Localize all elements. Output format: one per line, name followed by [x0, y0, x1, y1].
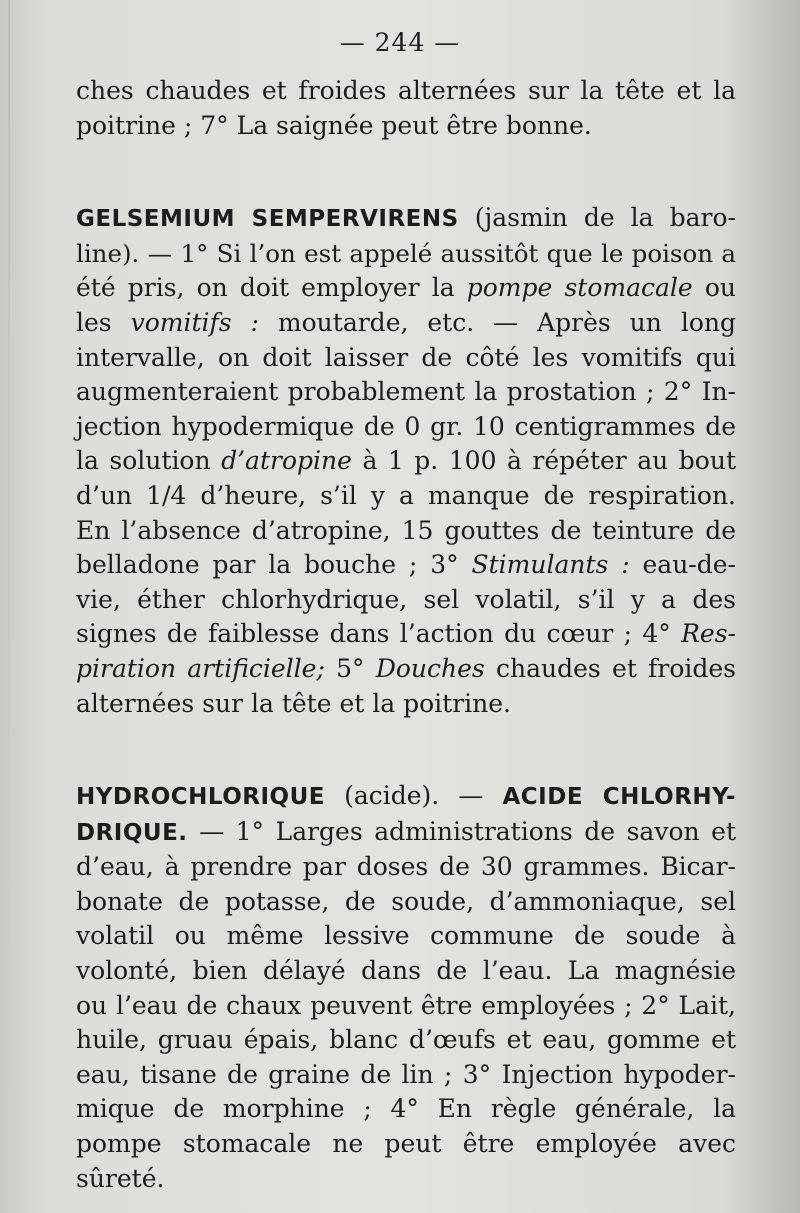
gelsemium-line-14 — [76, 652, 736, 687]
hydrochlorique-line-2-text: — 1° Larges administrations de savon et — [187, 816, 736, 846]
hydrochlorique-line-4: bonate de potasse, de soude, d’ammoniaque, sel — [76, 886, 736, 916]
acide-chlorhydrique-heading-end: DRIQUE. — [76, 819, 188, 846]
gelsemium-line-3-a: été pris, on doit employer la — [76, 273, 467, 303]
hydrochlorique-line-6: volonté, bien délayé dans de l’eau. La magnésie — [76, 956, 736, 986]
hydrochlorique-line-8: huile, gruau épais, blanc d’œufs et eau, gomme et — [76, 1025, 736, 1055]
gelsemium-line-13-a: signes de faiblesse dans l’action du cœur ; 4° — [76, 619, 682, 649]
gelsemium-line-8-a: la solution — [76, 446, 222, 476]
hydrochlorique-line-7: ou l’eau de chaux peuvent être employées ; 2° Lait, — [76, 990, 736, 1020]
hydrochlorique-line-1-text: (acide). — — [324, 781, 503, 811]
hydrochlorique-line-12: sûreté. — [76, 1163, 165, 1193]
gelsemium-line-2: line). — 1° Si l’on est appelé aussitôt que le poison a — [76, 238, 736, 268]
hydrochlorique-section — [76, 779, 736, 1196]
hydrochlorique-line-2 — [76, 815, 736, 851]
gelsemium-line-4 — [76, 306, 736, 341]
gelsemium-line-11-a: belladone par la bouche ; 3° — [76, 550, 472, 580]
gelsemium-line-8 — [76, 444, 736, 479]
page-body — [76, 74, 736, 1196]
hydrochlorique-line-5: volatil ou même lessive commune de soude à — [76, 921, 736, 951]
gelsemium-line-6: augmenteraient probablement la prostation ; 2° In- — [76, 377, 736, 407]
gelsemium-line-12: vie, éther chlorhydrique, sel volatil, s’il y a des — [76, 584, 736, 614]
hydrochlorique-line-3: d’eau, à prendre par doses de 30 grammes. Bicar- — [76, 852, 736, 882]
section-gap — [76, 143, 736, 201]
gelsemium-section — [76, 201, 736, 721]
gelsemium-line-11-b: eau-de- — [629, 550, 736, 580]
gelsemium-line-9: d’un 1/4 d’heure, s’il y a manque de respiration. — [76, 480, 736, 510]
gelsemium-line-13 — [76, 617, 736, 652]
hydrochlorique-line-11: pompe stomacale ne peut être employée avec — [76, 1129, 736, 1159]
gelsemium-line-11-italic: Stimulants : — [471, 550, 630, 580]
gelsemium-line-3 — [76, 271, 736, 306]
intro-line-1: ches chaudes et froides alternées sur la tête et la — [76, 76, 736, 105]
hydrochlorique-line-9: eau, tisane de graine de lin ; 3° Injection hypoder- — [76, 1059, 736, 1089]
gelsemium-line-4-italic: vomitifs : — [130, 307, 259, 337]
gelsemium-line-4-a: les — [76, 307, 131, 337]
gelsemium-line-14-italic-2: Douches — [375, 653, 485, 683]
gelsemium-line-14-b: chaudes et froides — [484, 653, 736, 683]
gelsemium-line-11 — [76, 548, 736, 583]
hydrochlorique-heading: HYDROCHLORIQUE — [76, 784, 325, 811]
gelsemium-line-14-italic-1: piration artificielle; — [76, 653, 325, 683]
gelsemium-line-15: alternées sur la tête et la poitrine. — [76, 688, 511, 718]
intro-line-2: poitrine ; 7° La saignée peut être bonne. — [76, 110, 592, 140]
gelsemium-line-8-b: à 1 p. 100 à répéter au bout — [351, 446, 736, 476]
hydrochlorique-line-1 — [76, 779, 736, 815]
section-gap — [76, 721, 736, 779]
gelsemium-line-4-b: moutarde, etc. — Après un long — [258, 307, 736, 337]
page-edge-shadow — [8, 0, 10, 1213]
gelsemium-line-13-italic: Res- — [681, 619, 736, 649]
gelsemium-line-1-text: (jasmin de la baro- — [458, 203, 736, 233]
acide-chlorhydrique-heading: ACIDE CHLORHY- — [502, 784, 736, 811]
gelsemium-heading: GELSEMIUM SEMPERVIRENS — [76, 206, 459, 233]
gelsemium-line-5: intervalle, on doit laisser de côté les vomitifs qui — [76, 342, 736, 372]
gelsemium-line-7: jection hypodermique de 0 gr. 10 centigrammes de — [76, 411, 736, 441]
hydrochlorique-line-10: mique de morphine ; 4° En règle générale, la — [76, 1094, 736, 1124]
gelsemium-line-1 — [76, 201, 736, 237]
page-number: — 244 — — [339, 28, 461, 57]
gelsemium-line-3-b: ou — [692, 273, 736, 303]
gelsemium-line-14-a: 5° — [324, 653, 376, 683]
gelsemium-line-3-italic: pompe stomacale — [466, 273, 693, 303]
gelsemium-line-10: En l’absence d’atropine, 15 gouttes de teinture de — [76, 515, 736, 545]
gelsemium-line-8-italic: d’atropine — [221, 446, 352, 476]
